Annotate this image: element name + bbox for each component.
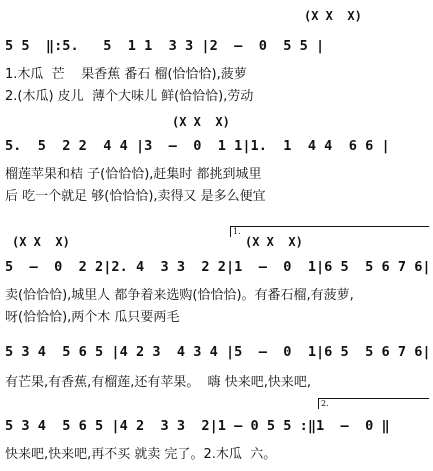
- lyric-line: 有芒果,有香蕉,有榴莲,还有苹果。 嗨 快来吧,快来吧,: [5, 375, 312, 390]
- lyric-verse-2: 后 吃一个就足 够(恰恰恰),卖得又 是多么便宜: [5, 189, 266, 204]
- notation-line: 5. 5 2 2 4 4 |3 – 0 1 1|1. 1 4 4 6 6 |: [5, 138, 390, 154]
- percussion-pattern: (X X X): [12, 235, 70, 249]
- lyric-verse-1: 榴莲苹果和桔 子(恰恰恰),赶集时 都挑到城里: [5, 167, 262, 182]
- lyric-verse-1: 1.木瓜 芒 果香蕉 番石 榴(恰恰恰),菠萝: [5, 67, 247, 82]
- second-ending-bracket: [318, 398, 429, 409]
- first-ending-label: 1.: [233, 227, 241, 236]
- notation-line: 5 5 ‖:5. 5 1 1 3 3 |2 – 0 5 5 |: [5, 38, 325, 54]
- percussion-pattern: (X X X): [304, 9, 362, 23]
- lyric-verse-1: 卖(恰恰恰),城里人 都争着来选购(恰恰恰)。有番石榴,有菠萝,: [5, 288, 354, 303]
- lyric-line: 快来吧,快来吧,再不买 就卖 完了。2.木瓜 六。: [5, 447, 277, 462]
- notation-line: 5 3 4 5 6 5 |4 2 3 4 3 4 |5 – 0 1|6 5 5 6 7 6|: [5, 344, 431, 360]
- notation-line: 5 3 4 5 6 5 |4 2 3 3 2|1 – 0 5 5 :‖1 – 0 ‖: [5, 418, 390, 434]
- percussion-pattern: (X X X): [245, 235, 303, 249]
- lyric-verse-2: 2.(木瓜) 皮儿 薄个大味儿 鲜(恰恰恰),劳动: [5, 89, 254, 104]
- lyric-verse-2: 呀(恰恰恰),两个木 瓜只要两毛: [5, 310, 180, 325]
- second-ending-label: 2.: [321, 399, 329, 408]
- percussion-pattern: (X X X): [172, 115, 230, 129]
- notation-line: 5 – 0 2 2|2. 4 3 3 2 2|1 – 0 1|6 5 5 6 7 6|: [5, 259, 431, 275]
